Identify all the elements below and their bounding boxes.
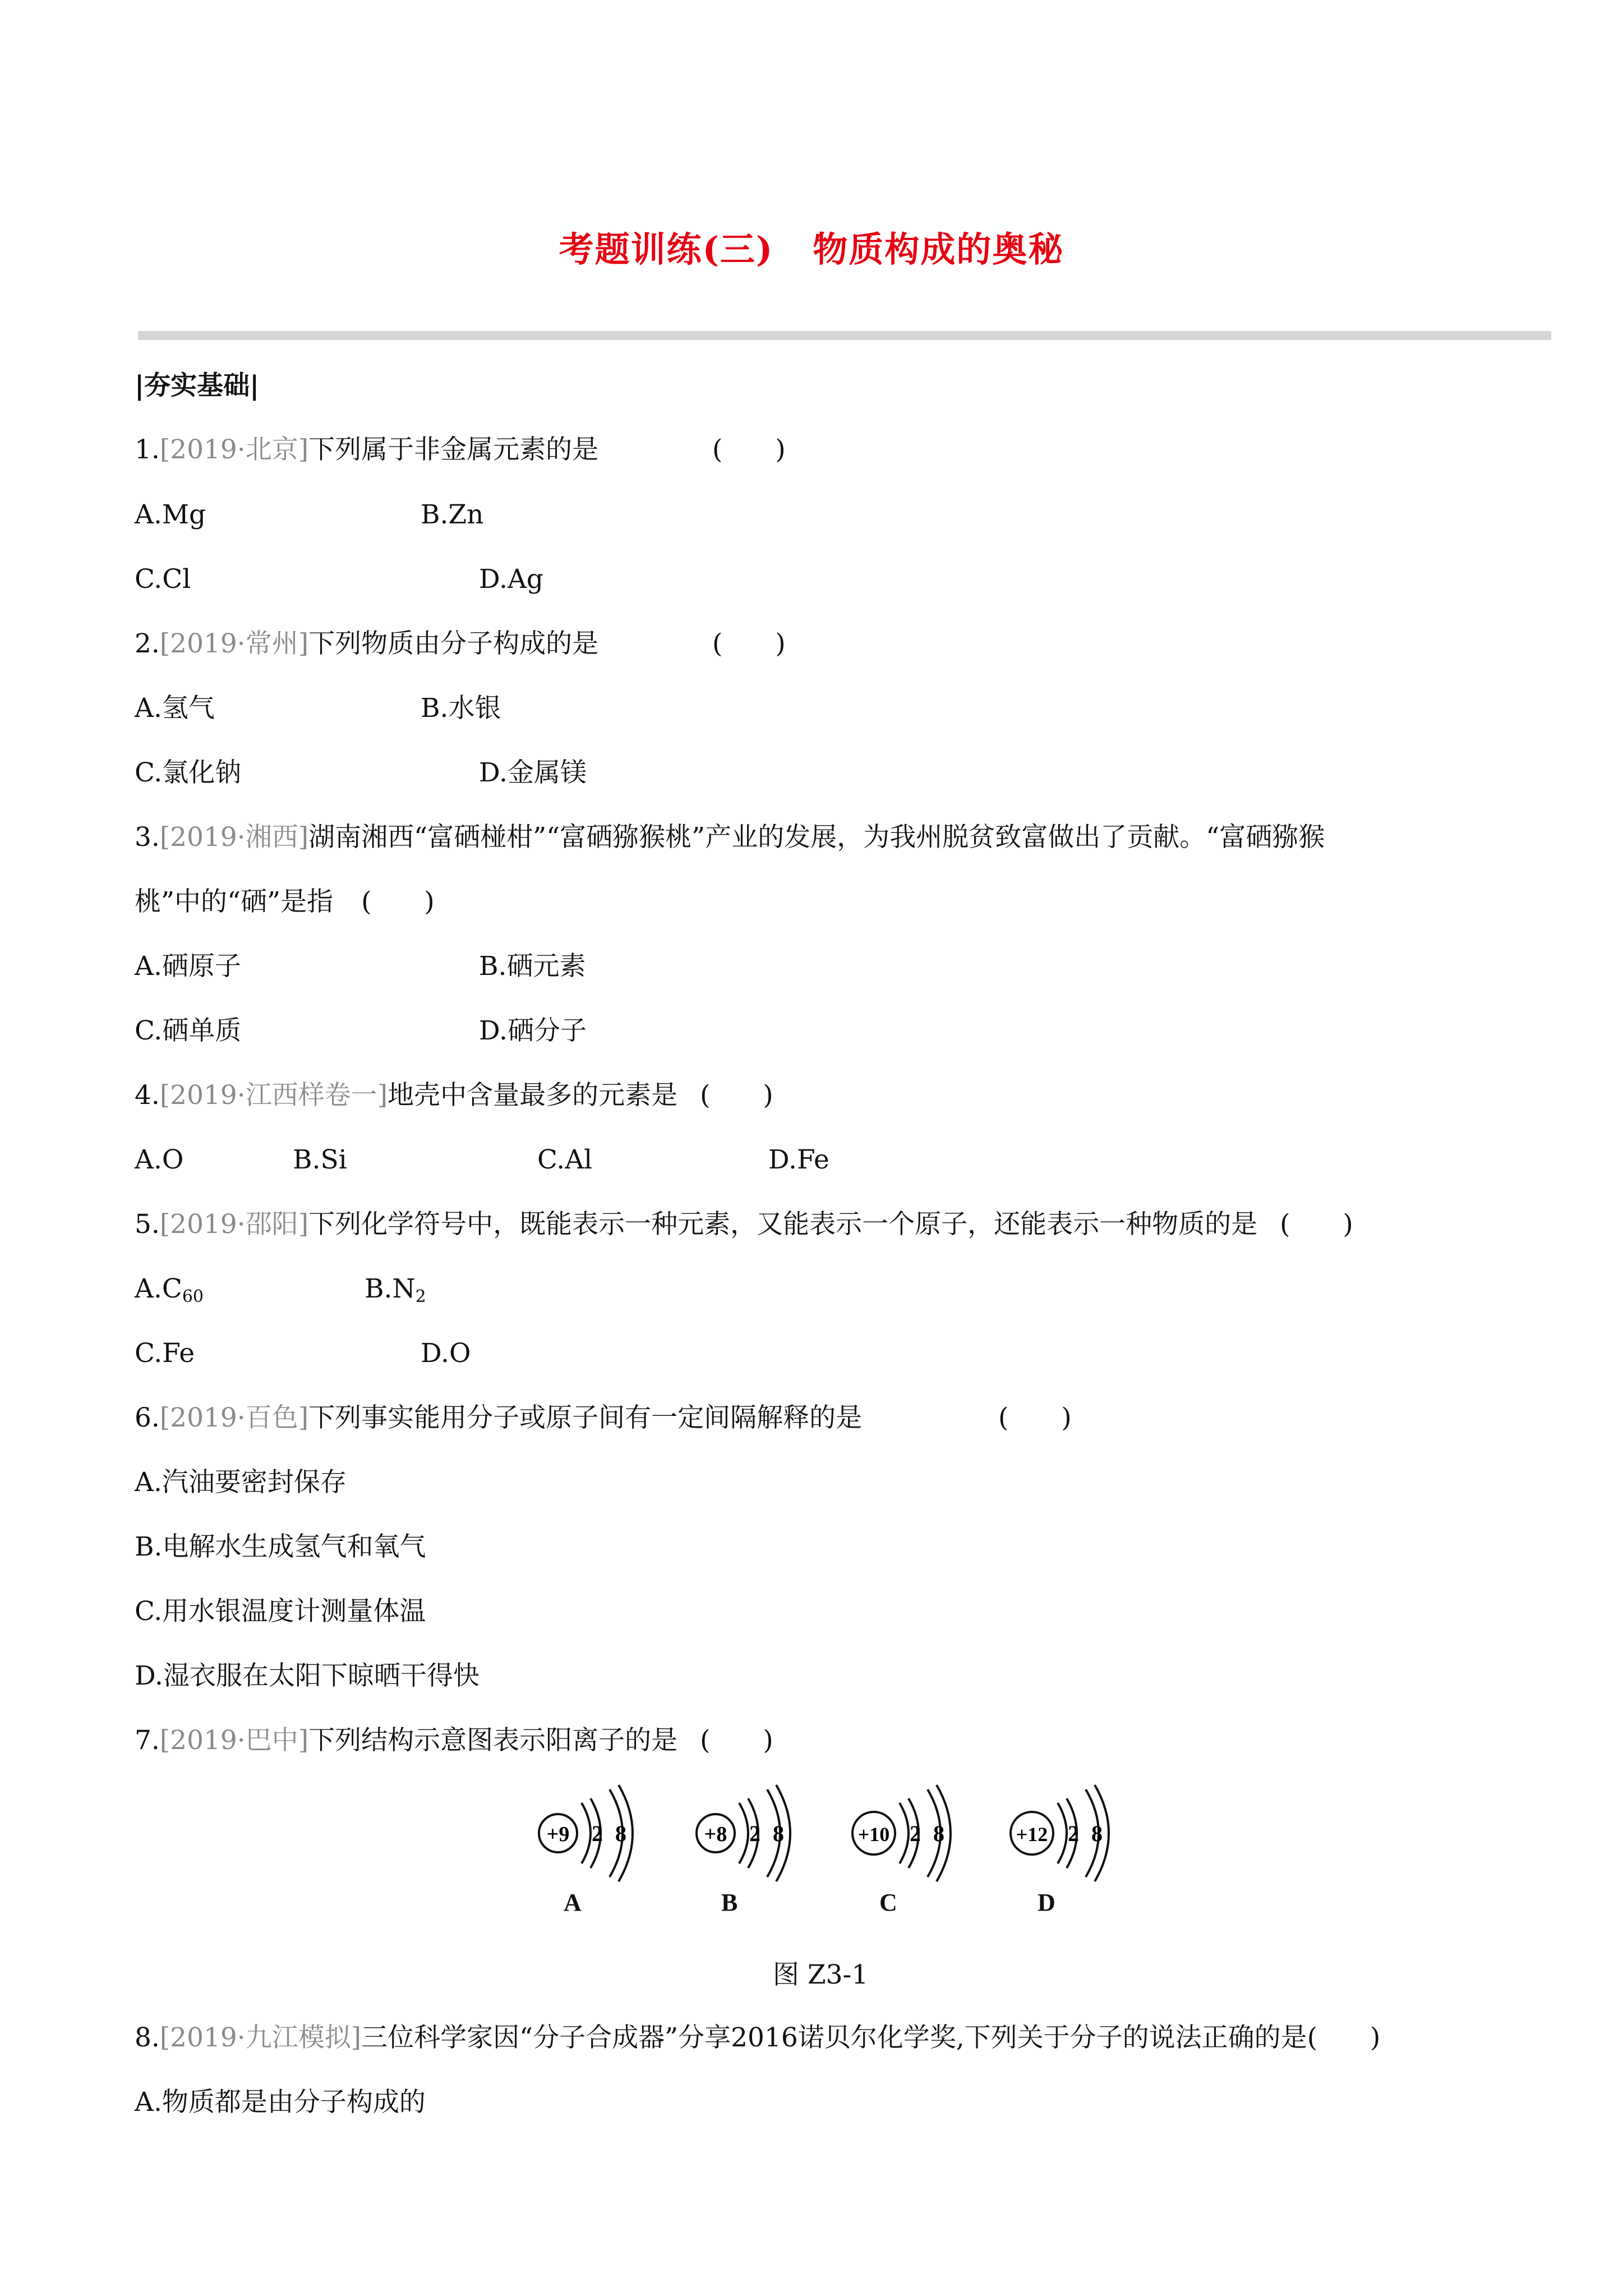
option-a (135, 1272, 204, 1314)
answer-paren: ( ) (1280, 1209, 1353, 1240)
diagram-label-c: C (879, 1889, 897, 1916)
question-stem-cont: 桃”中的“硒”是指 (135, 886, 334, 917)
question-2 (135, 627, 598, 661)
atom-diagram-b (697, 1785, 790, 1881)
option-b: B.硒元素 (479, 951, 586, 982)
question-stem: 三位科学家因“分子合成器”分享2016诺贝尔化学奖,下列关于分子的说法正确的是 (361, 2022, 1307, 2053)
question-5 (135, 1208, 1353, 1241)
electron-shell-1 (1058, 1803, 1067, 1864)
question-number: 8. (135, 2022, 160, 2053)
question-number: 3. (135, 822, 160, 853)
option-c: C.Al (537, 1144, 593, 1175)
diagram-label-d: D (1038, 1889, 1055, 1916)
question-source: [2019·常州] (159, 628, 309, 659)
question-source: [2019·邵阳] (159, 1209, 309, 1240)
shell-1-electrons: 2 (749, 1821, 760, 1846)
question-number: 2. (135, 628, 160, 659)
option-b-base: B.N (365, 1273, 416, 1304)
question-source: [2019·百色] (159, 1402, 309, 1433)
question-6 (135, 1401, 862, 1435)
nucleus-charge: +10 (857, 1823, 890, 1846)
diagram-label-a: A (564, 1889, 582, 1916)
figure-caption: 图 Z3-1 (773, 1959, 869, 1990)
option-a-base: A.C (135, 1273, 182, 1304)
question-4 (135, 1079, 773, 1112)
option-b (365, 1272, 426, 1314)
nucleus-charge: +9 (546, 1823, 570, 1846)
option-d-base: D.O (421, 1338, 471, 1369)
option-d: D.Ag (479, 564, 543, 595)
option-b: B.水银 (421, 693, 501, 724)
question-source: [2019·九江模拟] (159, 2022, 362, 2053)
option-d: D.湿衣服在太阳下晾晒干得快 (135, 1660, 479, 1691)
title-divider (138, 331, 1551, 340)
question-number: 4. (135, 1080, 160, 1111)
answer-paren: ( ) (700, 1725, 773, 1756)
option-b-subscript: 2 (415, 1287, 426, 1306)
diagram-label-b: B (721, 1889, 738, 1916)
shell-1-electrons: 2 (1068, 1821, 1079, 1846)
answer-paren: ( ) (712, 434, 786, 465)
option-c: C.Cl (135, 564, 191, 595)
answer-paren: ( ) (998, 1402, 1072, 1433)
option-a: A.Mg (135, 499, 206, 530)
option-a-subscript: 60 (182, 1287, 204, 1306)
question-number: 6. (135, 1402, 160, 1433)
option-d (421, 1337, 471, 1370)
option-c (135, 1337, 195, 1370)
answer-paren: ( ) (712, 628, 786, 659)
nucleus-charge: +12 (1016, 1823, 1048, 1846)
question-source: [2019·北京] (159, 434, 309, 465)
shell-1-electrons: 2 (592, 1821, 603, 1846)
question-source: [2019·江西样卷一] (159, 1080, 388, 1111)
atom-diagram-c (852, 1785, 951, 1881)
section-label: |夯实基础| (135, 370, 260, 401)
option-a: A.汽油要密封保存 (135, 1467, 347, 1498)
question-stem: 下列物质由分子构成的是 (308, 628, 599, 659)
electron-shell-1 (900, 1803, 909, 1864)
answer-paren: ( ) (361, 886, 435, 917)
option-d: D.Fe (768, 1144, 829, 1175)
electron-shell-1 (739, 1803, 748, 1864)
question-stem: 下列事实能用分子或原子间有一定间隔解释的是 (308, 1402, 863, 1433)
option-b: B.Si (293, 1144, 347, 1175)
option-a: A.硒原子 (135, 951, 241, 982)
question-stem: 下列化学符号中，既能表示一种元素，又能表示一个原子，还能表示一种物质的是 (308, 1209, 1258, 1240)
question-source: [2019·湘西] (159, 822, 309, 853)
option-a: A.氢气 (135, 693, 215, 724)
question-3-line2 (135, 885, 435, 919)
shell-2-electrons: 8 (1091, 1821, 1103, 1846)
option-d: D.金属镁 (479, 757, 587, 788)
option-c: C.硒单质 (135, 1015, 242, 1046)
question-number: 5. (135, 1209, 160, 1240)
option-d: D.硒分子 (479, 1015, 587, 1046)
question-stem: 下列结构示意图表示阳离子的是 (308, 1725, 678, 1756)
answer-paren: ( ) (700, 1080, 773, 1111)
page-title (0, 222, 1623, 272)
option-c-base: C.Fe (135, 1338, 195, 1369)
option-a: A.O (135, 1144, 184, 1175)
option-c: C.用水银温度计测量体温 (135, 1596, 426, 1627)
question-number: 7. (135, 1725, 160, 1756)
question-3 (135, 821, 1325, 854)
figure-atomic-structures (505, 1767, 1122, 1913)
answer-paren: ( ) (1307, 2022, 1381, 2053)
title-part1: 考题训练(三) (559, 229, 774, 270)
question-source: [2019·巴中] (159, 1725, 309, 1756)
option-a: A.物质都是由分子构成的 (135, 2087, 426, 2118)
option-b: B.Zn (421, 499, 484, 530)
shell-1-electrons: 2 (910, 1821, 921, 1846)
title-part2: 物质构成的奥秘 (813, 229, 1064, 270)
question-1 (135, 433, 598, 467)
shell-2-electrons: 8 (933, 1821, 944, 1846)
electron-shell-1 (582, 1803, 591, 1864)
question-stem: 湖南湘西“富硒椪柑”“富硒猕猴桃”产业的发展，为我州脱贫致富做出了贡献。“富硒猕猴 (308, 822, 1325, 853)
shell-2-electrons: 8 (773, 1821, 784, 1846)
question-stem: 下列属于非金属元素的是 (308, 434, 599, 465)
atom-diagram-a (539, 1785, 633, 1881)
question-number: 1. (135, 434, 160, 465)
question-8 (135, 2021, 1380, 2055)
question-stem: 地壳中含量最多的元素是 (388, 1080, 678, 1111)
atom-diagram-d (1011, 1785, 1109, 1881)
option-c: C.氯化钠 (135, 757, 242, 788)
option-b: B.电解水生成氢气和氧气 (135, 1531, 426, 1562)
nucleus-charge: +8 (704, 1823, 727, 1846)
shell-2-electrons: 8 (615, 1821, 626, 1846)
question-7 (135, 1724, 773, 1757)
